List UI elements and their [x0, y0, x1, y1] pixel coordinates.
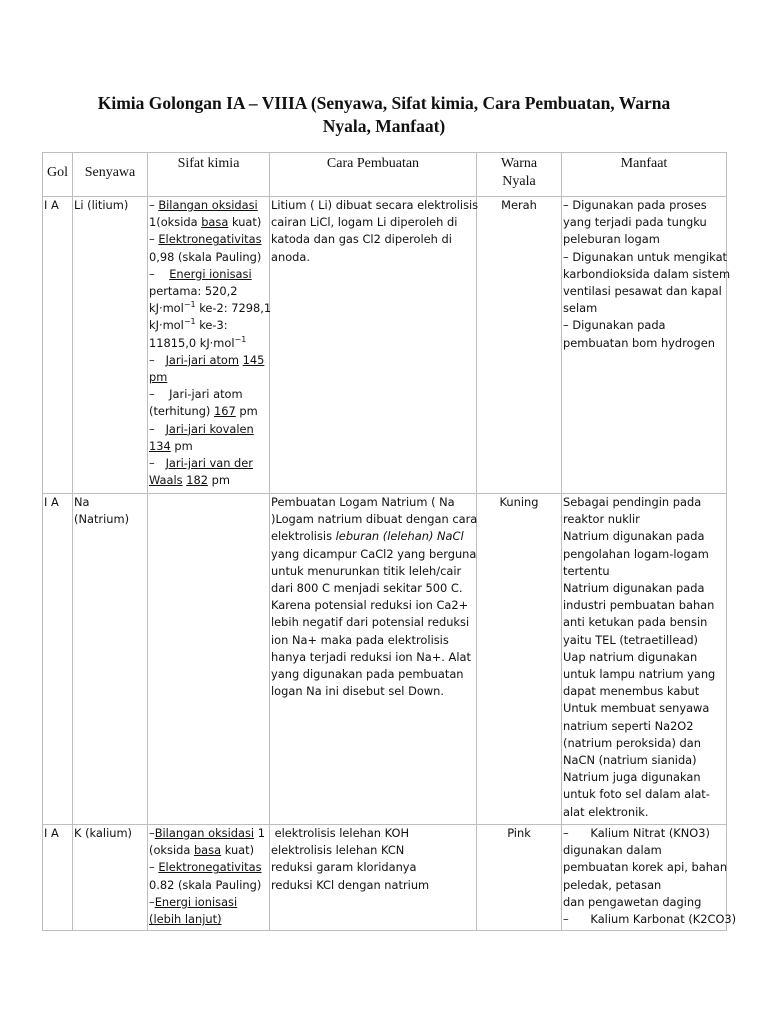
golongan-table [42, 152, 737, 931]
header-sifat-kimia: Sifat kimia [148, 153, 270, 197]
cell-manfaat: Sebagai pendingin pada reaktor nuklir Natrium digunakan pada pengolahan logam-logam tertentu Natrium digunakan pada industri pembuatan bahan anti ketukan pada bensin yaitu TEL (tetraetillead) Uap natrium digunakan untuk lampu natrium yang dapat menembus kabut Untuk membuat senyawa natrium seperti Na2O2 (natrium peroksida) dan NaCN (natrium sianida) Natrium juga digunakan untuk foto sel dalam alat- alat elektronik. [562, 494, 727, 825]
cell-warna-nyala: Kuning [477, 494, 562, 825]
header-senyawa: Senyawa [73, 153, 148, 197]
cell-gol: I A [43, 197, 73, 494]
cell-sifat-kimia: – Bilangan oksidasi 1(oksida basa kuat) – Elektronegativitas 0,98 (skala Pauling) – Energi ionisasi pertama: 520,2 kJ·mol$^{-1}$ ke-2: 7298,1 kJ·mol$^{-1}$ ke-3: 11815,0 kJ·mol$^{-1}$ – Jari-jari atom 145 pm – Jari-jari atom (terhitung) 167 pm – Jari-jari kovalen 134 pm – Jari-jari van der Waals 182 pm [148, 197, 270, 494]
page-title [60, 92, 708, 138]
cell-manfaat: – Kalium Nitrat (KNO3) digunakan dalam pembuatan korek api, bahan peledak, petasan dan pengawetan daging – Kalium Karbonat (K2CO3) [562, 825, 727, 931]
cell-senyawa: Na (Natrium) [73, 494, 148, 825]
cell-warna-nyala: Merah [477, 197, 562, 494]
cell-cara-pembuatan: Pembuatan Logam Natrium ( Na )Logam natrium dibuat dengan cara elektrolisis leburan (lelehan) NaCl yang dicampur CaCl2 yang berguna untuk menurunkan titik leleh/cair dari 800 C menjadi sekitar 500 C. Karena potensial reduksi ion Ca2+ lebih negatif dari potensial reduksi ion Na+ maka pada elektrolisis hanya terjadi reduksi ion Na+. Alat yang digunakan pada pembuatan logan Na ini disebut sel Down. [270, 494, 477, 825]
header-cara-pembuatan: Cara Pembuatan [270, 153, 477, 197]
header-gol: Gol [43, 153, 73, 197]
cell-manfaat: – Digunakan pada proses yang terjadi pada tungku peleburan logam – Digunakan untuk mengikat karbondioksida dalam sistem ventilasi pesawat dan kapal selam – Digunakan pada pembuatan bom hydrogen [562, 197, 727, 494]
page-title-line-2: Nyala, Manfaat) [322, 116, 446, 136]
cell-gol: I A [43, 825, 73, 931]
cell-sifat-kimia: –Bilangan oksidasi 1 (oksida basa kuat) – Elektronegativitas 0.82 (skala Pauling) –Energi ionisasi (lebih lanjut) [148, 825, 270, 931]
cell-gol: I A [43, 494, 73, 825]
table-row-natrium [43, 494, 727, 825]
table-row-kalium [43, 825, 727, 931]
header-manfaat: Manfaat [562, 153, 727, 197]
cell-warna-nyala: Pink [477, 825, 562, 931]
cell-senyawa: K (kalium) [73, 825, 148, 931]
cell-cara-pembuatan: elektrolisis lelehan KOH elektrolisis lelehan KCN reduksi garam kloridanya reduksi KCl dengan natrium [270, 825, 477, 931]
page-title-line-1: Kimia Golongan IA – VIIIA (Senyawa, Sifat kimia, Cara Pembuatan, Warna [97, 93, 671, 113]
table-row-litium [43, 197, 727, 494]
cell-sifat-kimia [148, 494, 270, 825]
table-header-row [43, 153, 727, 197]
cell-senyawa: Li (litium) [73, 197, 148, 494]
cell-cara-pembuatan: Litium ( Li) dibuat secara elektrolisis cairan LiCl, logam Li diperoleh di katoda dan gas Cl2 diperoleh di anoda. [270, 197, 477, 494]
header-warna-nyala: Warna Nyala [477, 153, 562, 197]
